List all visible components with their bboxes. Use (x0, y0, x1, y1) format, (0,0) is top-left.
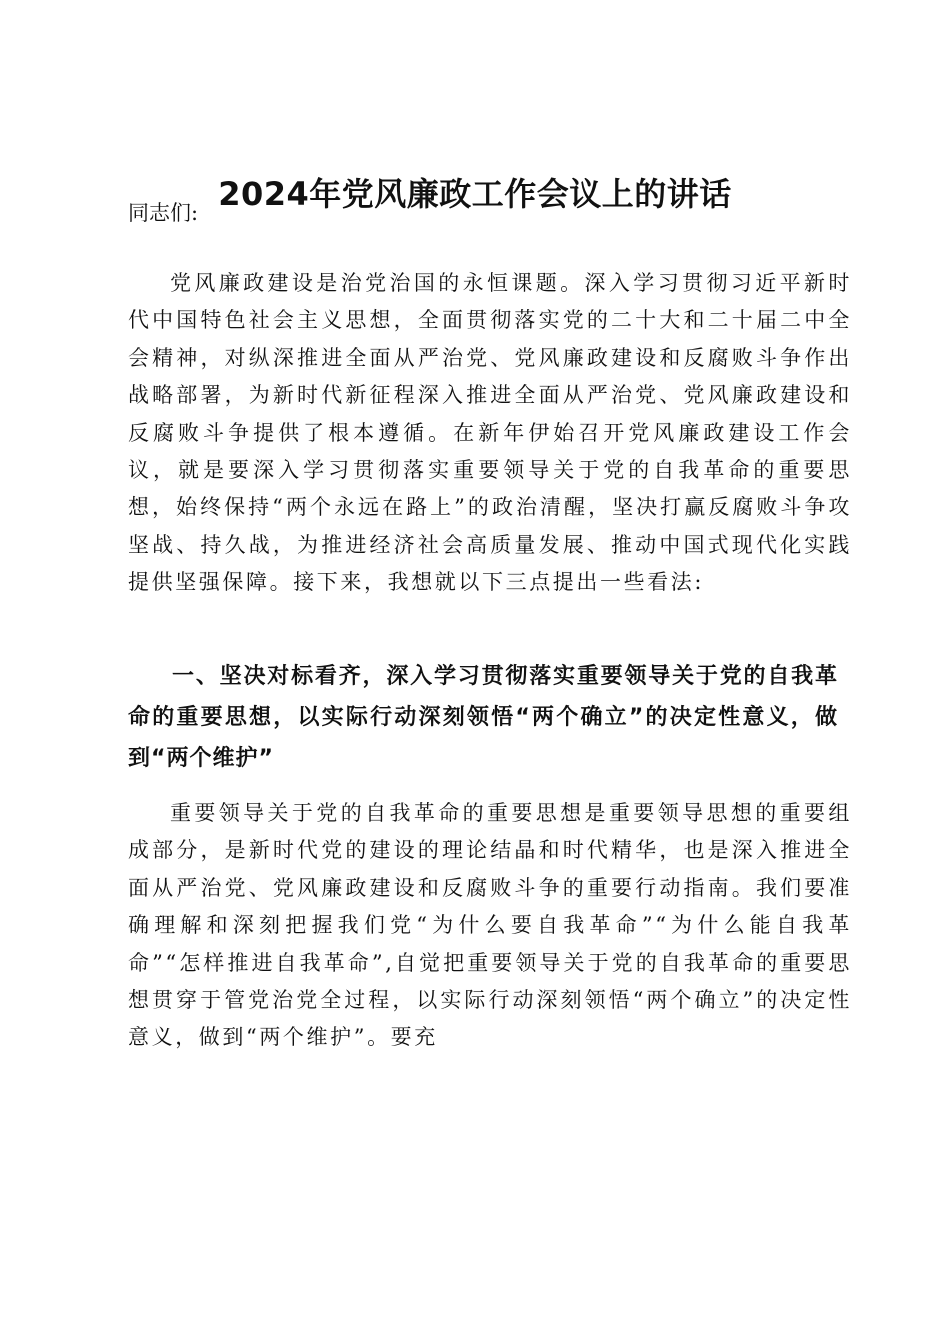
body-paragraph-1: 党风廉政建设是治党治国的永恒课题。深入学习贯彻习近平新时代中国特色社会主义思想，全面贯彻落实党的二十大和二十届二中全会精神，对纵深推进全面从严治党、党风廉政建设和反腐败斗争作出战略部署，为新时代新征程深入推进全面从严治党、党风廉政建设和反腐败斗争提供了根本遵循。在新年伊始召开党风廉政建设工作会议，就是要深入学习贯彻落实重要领导关于党的自我革命的重要思想，始终保持“两个永远在路上”的政治清醒，坚决打赢反腐败斗争攻坚战、持久战，为推进经济社会高质量发展、推动中国式现代化实践提供坚强保障。接下来，我想就以下三点提出一些看法: (128, 271, 852, 595)
document-title: 2024年党风廉政工作会议上的讲话 (218, 175, 732, 213)
body-paragraph-2: 重要领导关于党的自我革命的重要思想是重要领导思想的重要组成部分，是新时代党的建设的理论结晶和时代精华，也是深入推进全面从严治党、党风廉政建设和反腐败斗争的重要行动指南。我们要准确理解和深刻把握我们党“为什么要自我革命”“为什么能自我革命”“怎样推进自我革命”,自觉把重要领导关于党的自我革命的重要思想贯穿于管党治党全过程，以实际行动深刻领悟“两个确立”的决定性意义，做到“两个维护”。要充 (128, 801, 852, 1050)
salutation: 同志们: (128, 201, 199, 225)
section-heading-1: 一、坚决对标看齐，深入学习贯彻落实重要领导关于党的自我革命的重要思想，以实际行动深刻领悟“两个确立”的决定性意义，做到“两个维护” (128, 664, 838, 771)
